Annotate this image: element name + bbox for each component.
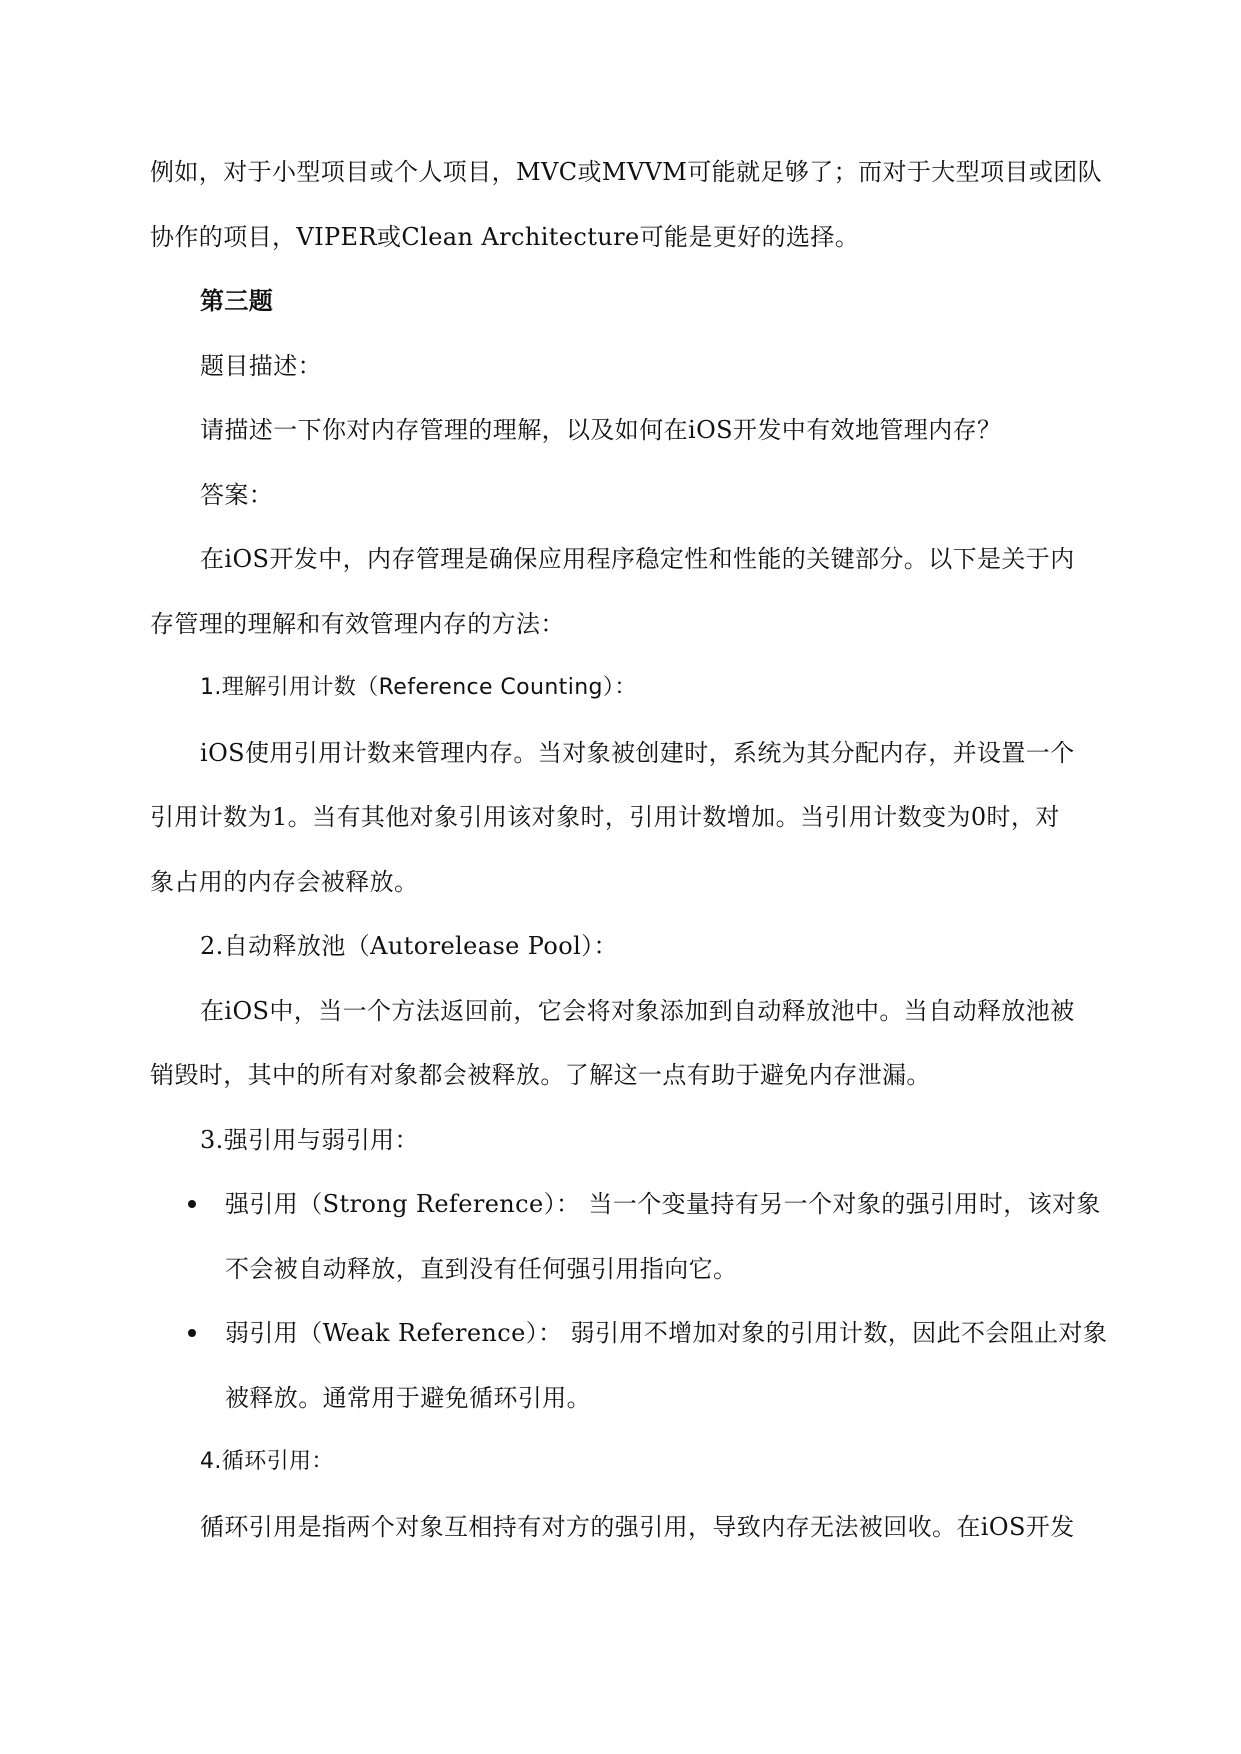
paragraph-line: iOS使用引用计数来管理内存。当对象被创建时，系统为其分配内存，并设置一个 bbox=[200, 738, 1075, 767]
question-label: 题目描述： bbox=[200, 351, 322, 380]
bullet-item-weak bbox=[150, 1301, 1108, 1366]
paragraph-line: 协作的项目，VIPER或Clean Architecture可能是更好的选择。 bbox=[150, 222, 860, 251]
paragraph-line: 在iOS中，当一个方法返回前，它会将对象添加到自动释放池中。当自动释放池被 bbox=[200, 996, 1075, 1025]
paragraph-line: 循环引用是指两个对象互相持有对方的强引用，导致内存无法被回收。在iOS开发 bbox=[200, 1512, 1075, 1541]
question-text: 请描述一下你对内存管理的理解，以及如何在iOS开发中有效地管理内存？ bbox=[200, 416, 1002, 444]
bullet-text: 强引用（Strong Reference）： 当一个变量持有另一个对象的强引用时，该对象 bbox=[225, 1190, 1101, 1218]
subheading-strong-weak: 3.强引用与弱引用： bbox=[200, 1125, 419, 1154]
bullet-item-strong bbox=[150, 1172, 1101, 1237]
subheading-autorelease-pool: 2.自动释放池（Autorelease Pool）： bbox=[200, 932, 618, 960]
bullet-continuation: 被释放。通常用于避免循环引用。 bbox=[225, 1383, 591, 1412]
bullet-icon bbox=[188, 1329, 196, 1337]
bullet-icon bbox=[188, 1200, 196, 1208]
paragraph-line: 象占用的内存会被释放。 bbox=[150, 867, 419, 896]
answer-label: 答案： bbox=[200, 480, 274, 509]
paragraph-line: 引用计数为1。当有其他对象引用该对象时，引用计数增加。当引用计数变为0时，对 bbox=[150, 803, 1060, 831]
bullet-continuation: 不会被自动释放，直到没有任何强引用指向它。 bbox=[225, 1254, 738, 1283]
paragraph-line: 例如，对于小型项目或个人项目，MVC或MVVM可能就足够了；而对于大型项目或团队 bbox=[150, 158, 1103, 186]
paragraph-line: 在iOS开发中，内存管理是确保应用程序稳定性和性能的关键部分。以下是关于内 bbox=[200, 545, 1075, 573]
paragraph-line: 存管理的理解和有效管理内存的方法： bbox=[150, 609, 565, 638]
document-body bbox=[150, 140, 1108, 1559]
paragraph-line: 销毁时，其中的所有对象都会被释放。了解这一点有助于避免内存泄漏。 bbox=[150, 1061, 931, 1089]
section-heading: 第三题 bbox=[200, 287, 274, 315]
bullet-text: 弱引用（Weak Reference）： 弱引用不增加对象的引用计数，因此不会阻止对象 bbox=[225, 1319, 1108, 1347]
subheading-reference-counting: 1.理解引用计数（Reference Counting）： bbox=[200, 675, 637, 700]
subheading-retain-cycle: 4.循环引用： bbox=[200, 1449, 334, 1474]
